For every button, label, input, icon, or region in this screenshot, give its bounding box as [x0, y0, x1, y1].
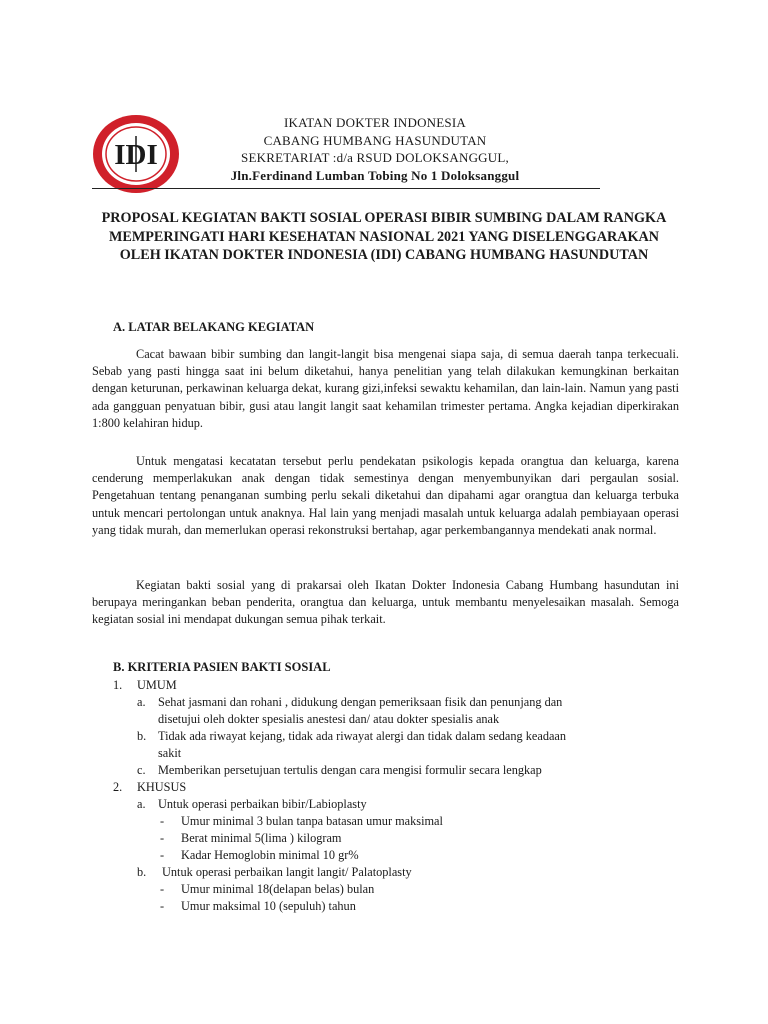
paragraph-3 — [92, 577, 679, 629]
branch-name: CABANG HUMBANG HASUNDUTAN — [263, 132, 487, 148]
dash-3: - — [160, 848, 165, 862]
khusus-a-label: Untuk operasi perbaikan bibir/Labioplasty — [158, 797, 367, 811]
paragraph-3-text: Kegiatan bakti sosial yang di prakarsai oleh Ikatan Dokter Indonesia Cabang Humbang hasundutan ini berupaya meringankan beban penderita, orangtua dan keluarga, untuk membantu menyelesaikan masalah. Semoga kegiatan sosial ini mendapat dukungan semua pihak terkait. — [92, 578, 679, 627]
umum-c-mark: c. — [137, 763, 146, 777]
list-num-1: 1. — [113, 678, 123, 692]
khusus-b-mark: b. — [137, 865, 147, 879]
paragraph-2 — [92, 453, 679, 539]
umum-a-mark: a. — [137, 695, 146, 709]
paragraph-2-text: Untuk mengatasi kecatatan tersebut perlu pendekatan psikologis kepada orangtua dan keluarga, karena cenderung memperlakukan anak dengan tidak semestinya dengan menyembunyikan dari pergaulan sosial. Pengetahuan tentang penanganan sumbing perlu sekali diketahui dan dipahami agar orangtua dan keluarga terbuka untuk mencari pertolongan untuk anaknya. Hal lain yang menjadi masalah untuk keluarga adalah pembiayaan operasi yang tidak murah, dan memerlukan operasi rekonstruksi bertahap, agar perkembangannya mendekati anak normal. — [92, 454, 679, 537]
dash-5: - — [160, 899, 165, 913]
khusus-a-item: Kadar Hemoglobin minimal 10 gr% — [181, 848, 359, 862]
paragraph-1 — [92, 346, 679, 432]
khusus-a-item: Umur minimal 3 bulan tanpa batasan umur maksimal — [181, 814, 443, 828]
section-b-heading: B. KRITERIA PASIEN BAKTI SOSIAL — [113, 660, 331, 674]
address: Jln.Ferdinand Lumban Tobing No 1 Doloksanggul — [230, 167, 520, 183]
umum-c-line1: Memberikan persetujuan tertulis dengan cara mengisi formulir secara lengkap — [158, 763, 542, 777]
khusus-b-item: Umur maksimal 10 (sepuluh) tahun — [181, 899, 356, 913]
umum-a-line1: Sehat jasmani dan rohani , didukung dengan pemeriksaan fisik dan penunjang dan — [158, 695, 563, 709]
paragraph-1-text: Cacat bawaan bibir sumbing dan langit-langit bisa mengenai siapa saja, di semua daerah tanpa terkecuali. Sebab yang pasti hingga saat ini belum diketahui, hanya penelitian yang telah dilakukan kemungkinan berkaitan dengan keturunan, perkawinan keluarga dekat, kurang gizi,infeksi sewaktu kehamilan, dan lain-lain. Namun yang pasti ada gangguan penyatuan bibir, gusi atau langit langit saat kehamilan trimester pertama. Angka kejadian diperkirakan 1:800 kelahiran hidup. — [92, 347, 679, 430]
umum-b-line1: Tidak ada riwayat kejang, tidak ada riwayat alergi dan tidak dalam sedang keadaan — [158, 729, 567, 743]
khusus-label: KHUSUS — [137, 780, 187, 794]
khusus-b-item: Umur minimal 18(delapan belas) bulan — [181, 882, 375, 896]
dash-4: - — [160, 882, 165, 896]
umum-b-mark: b. — [137, 729, 147, 743]
letterhead — [180, 114, 570, 184]
khusus-b-label: Untuk operasi perbaikan langit langit/ Palatoplasty — [162, 865, 412, 879]
umum-a-line2: disetujui oleh dokter spesialis anestesi dan/ atau dokter spesialis anak — [158, 712, 500, 726]
header-rule — [92, 188, 600, 189]
dash-1: - — [160, 814, 165, 828]
khusus-a-mark: a. — [137, 797, 146, 811]
secretariat: SEKRETARIAT :d/a RSUD DOLOKSANGGUL, — [241, 150, 509, 165]
umum-label: UMUM — [137, 678, 177, 692]
umum-b-line2: sakit — [158, 746, 182, 760]
dash-2: - — [160, 831, 165, 845]
document-title: PROPOSAL KEGIATAN BAKTI SOSIAL OPERASI BIBIR SUMBING DALAM RANGKA MEMPERINGATI HARI KESEHATAN NASIONAL 2021 YANG DISELENGGARAKAN OLEH IKATAN DOKTER INDONESIA (IDI) CABANG HUMBANG HASUNDUTAN — [101, 210, 667, 263]
list-num-2: 2. — [113, 780, 123, 794]
khusus-a-item: Berat minimal 5(lima ) kilogram — [181, 831, 342, 845]
logo-text: IDI — [114, 139, 158, 171]
section-a-heading: A. LATAR BELAKANG KEGIATAN — [113, 320, 315, 334]
org-name: IKATAN DOKTER INDONESIA — [284, 115, 466, 130]
